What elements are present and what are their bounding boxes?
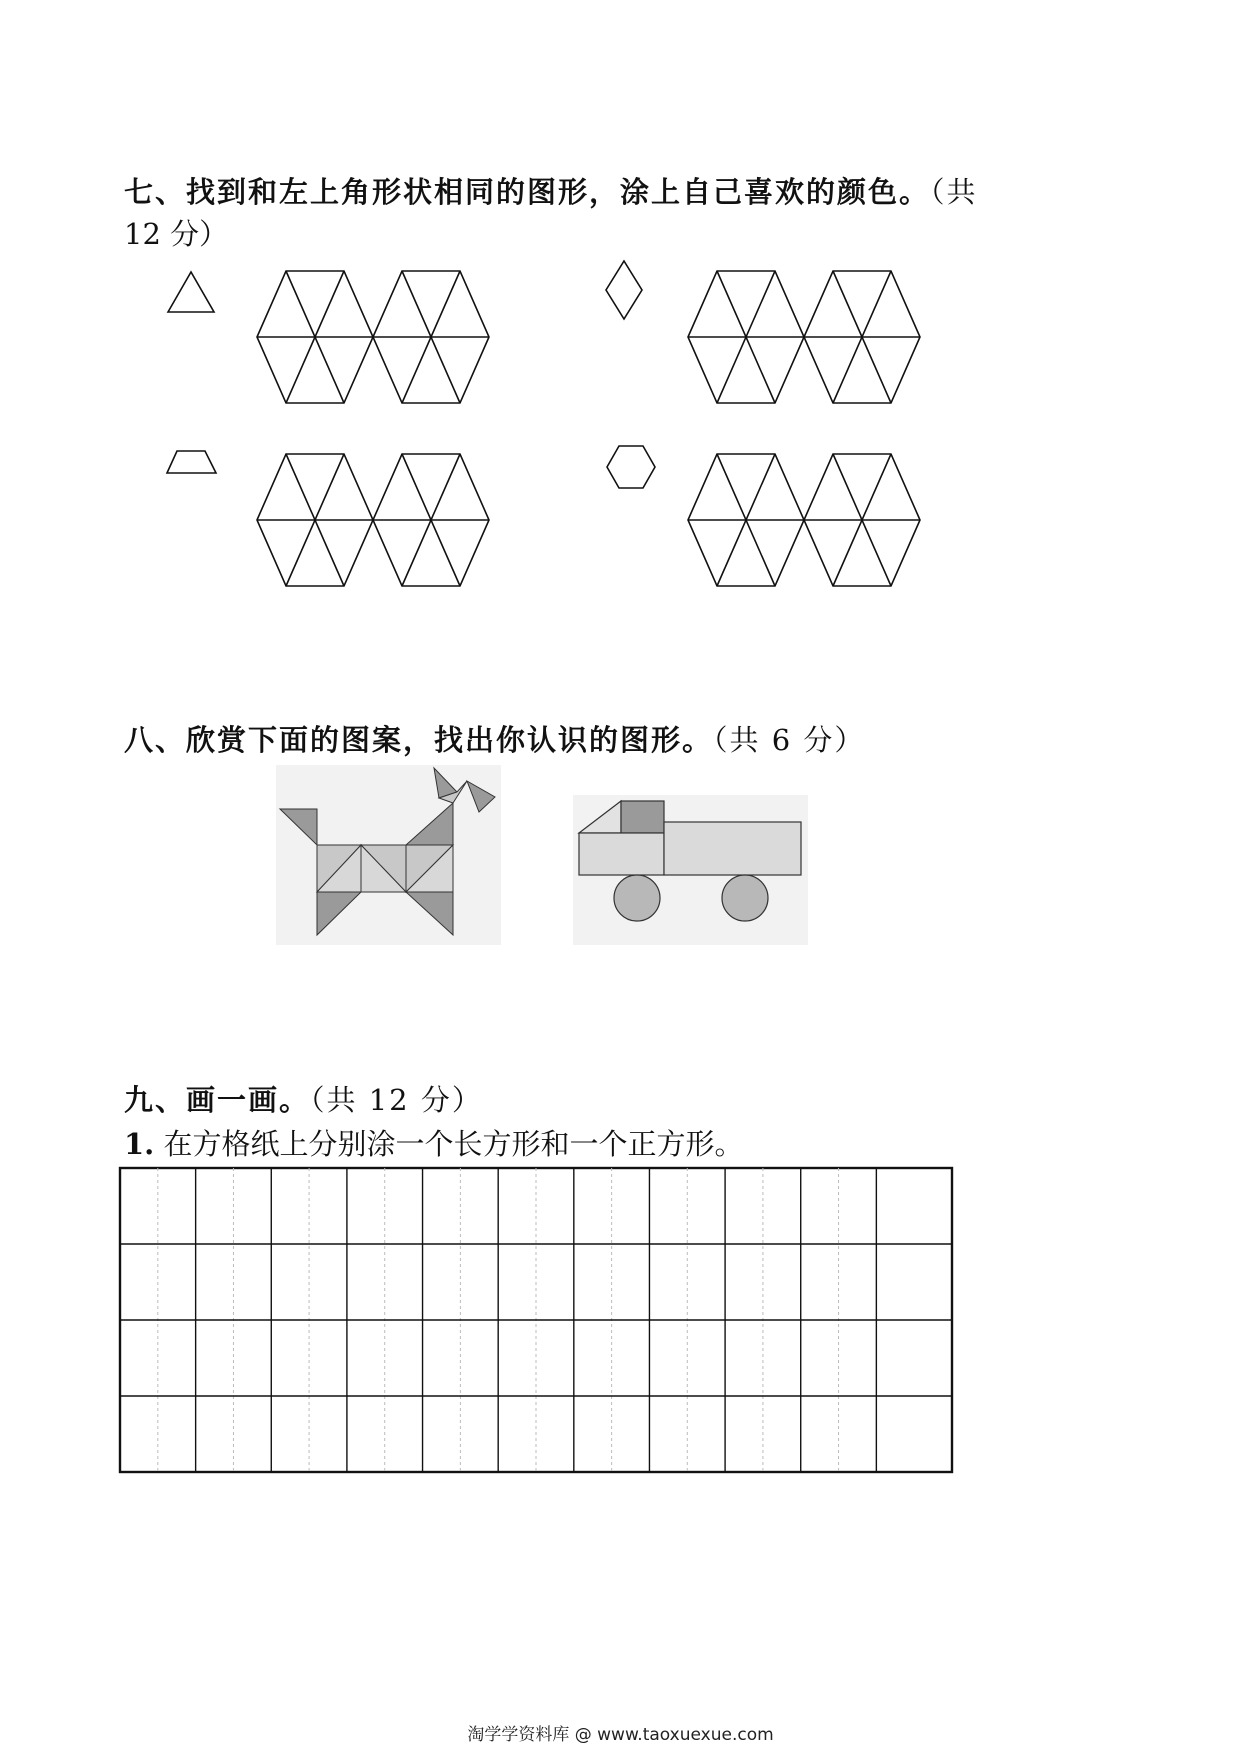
trapezoid-icon	[165, 445, 225, 485]
section7-score-cont: 12 分）	[124, 217, 229, 251]
section9-heading-text: 九、画一画。	[124, 1083, 311, 1117]
hexagon-grid-2[interactable]	[684, 270, 924, 440]
rhombus-icon	[605, 258, 655, 328]
section9-heading	[124, 1083, 483, 1117]
footer-watermark: 淘学学资料库 @ www.taoxuexue.com	[467, 1725, 774, 1745]
section7-heading	[124, 175, 978, 209]
triangle-icon	[165, 268, 225, 318]
section8-heading-text: 八、欣赏下面的图案，找出你认识的图形。	[124, 723, 714, 757]
hexagon-icon	[605, 443, 665, 503]
tangram-horse-icon	[276, 765, 501, 945]
question-1-text: 在方格纸上分别涂一个长方形和一个正方形。	[163, 1127, 744, 1161]
hexagon-grid-1[interactable]	[253, 270, 493, 440]
tangram-truck-icon	[573, 795, 808, 945]
section8-heading	[124, 723, 866, 757]
section7-heading-text: 七、找到和左上角形状相同的图形，涂上自己喜欢的颜色。	[124, 175, 931, 209]
section8-score: （共 6 分）	[713, 723, 866, 757]
section9-score: （共 12 分）	[310, 1083, 483, 1117]
hexagon-grid-4[interactable]	[684, 453, 924, 623]
section7-score-open: （共	[930, 175, 978, 209]
question-1-number: 1.	[124, 1127, 155, 1161]
question-1	[124, 1127, 744, 1161]
grid-paper[interactable]	[118, 1166, 954, 1474]
hexagon-grid-3[interactable]	[253, 453, 493, 623]
